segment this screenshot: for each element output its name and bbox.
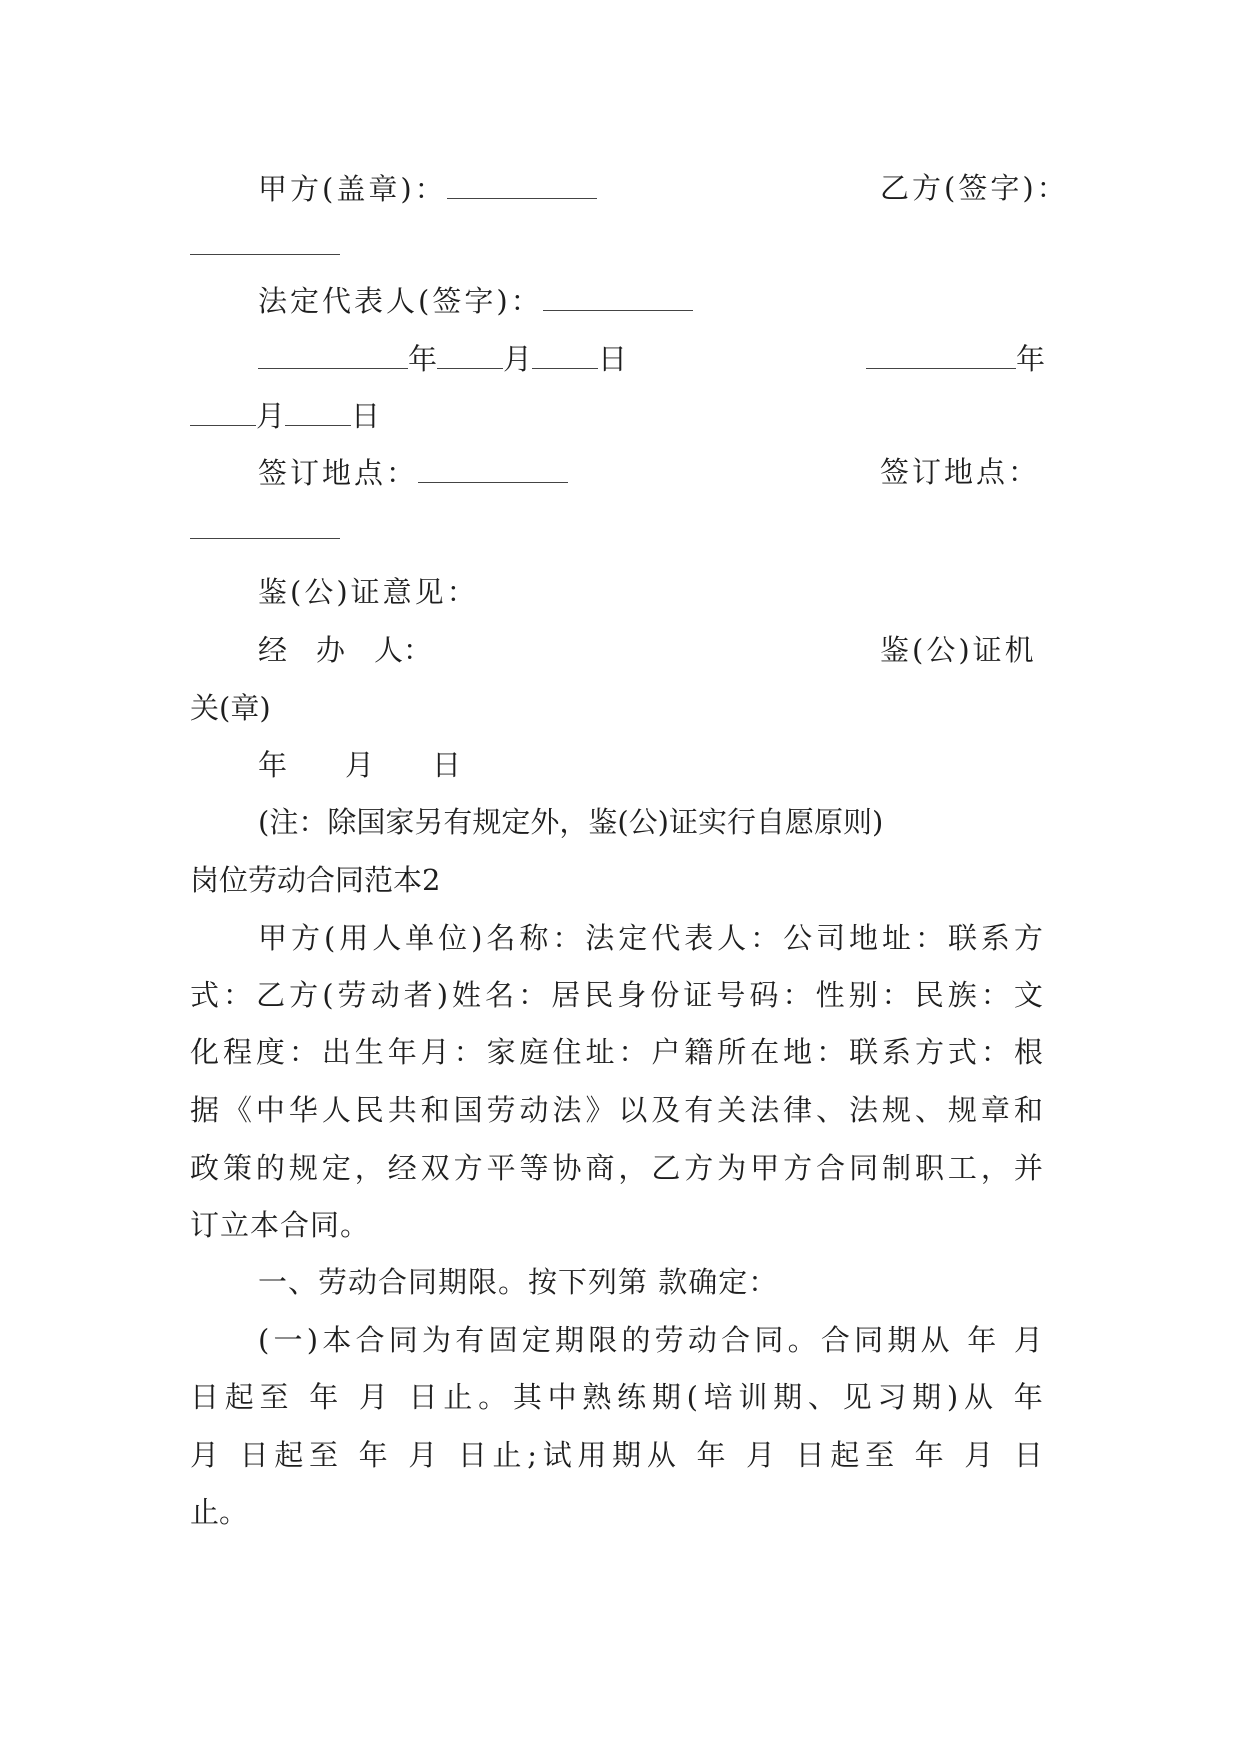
handler-label: 经 办 人： bbox=[258, 633, 433, 667]
month-label-b: 月 bbox=[256, 399, 286, 433]
para1-line: 化 程 度 ： 出 生 年 月 ： 家 庭 住 址 ： 户 籍 所 在 地 ： 联 系 方 式 ： 根 bbox=[190, 1035, 1043, 1069]
sign-place-a-label: 签订地点： bbox=[258, 456, 419, 490]
clause1-line: ( 一 ) 本 合 同 为 有 固 定 期 限 的 劳 动 合 同 。 合 同 期 从 年 月 bbox=[258, 1323, 1043, 1357]
day-label: 日 bbox=[598, 342, 628, 376]
month-blank-b bbox=[190, 395, 256, 426]
date-line-a bbox=[258, 338, 627, 379]
sign-place-b-blank bbox=[190, 508, 340, 539]
day-label-b: 日 bbox=[351, 399, 381, 433]
party-b-sign-blank-line bbox=[190, 224, 340, 265]
legal-rep-blank bbox=[543, 280, 693, 311]
para1-line: 政 策 的 规 定 ， 经 双 方 平 等 协 商 ， 乙 方 为 甲 方 合 同 制 职 工 ， 并 bbox=[190, 1151, 1043, 1185]
section-title: 岗位劳动合同范本2 bbox=[190, 863, 441, 897]
date-line-b-cont bbox=[190, 395, 380, 436]
para1-line-last: 订立本合同。 bbox=[190, 1208, 371, 1242]
notary-office-1: 鉴(公)证机 bbox=[880, 633, 1037, 667]
legal-rep-label: 法定代表人(签字)： bbox=[258, 284, 543, 318]
year-blank-b bbox=[866, 338, 1016, 369]
sign-place-b-blank-line bbox=[190, 508, 340, 549]
party-b-sign-label: 乙方(签字)： bbox=[880, 171, 1069, 205]
clause1-line-last: 止。 bbox=[190, 1495, 249, 1529]
para1-line: 甲 方 ( 用 人 单 位 ) 名 称 ： 法 定 代 表 人 ： 公 司 地 址 ： 联 系 方 bbox=[258, 921, 1043, 955]
clause1-title: 一、劳动合同期限。按下列第 款确定： bbox=[258, 1265, 779, 1299]
legal-rep-line bbox=[258, 280, 693, 321]
party-a-seal-line bbox=[258, 168, 597, 209]
note-line: (注：除国家另有规定外，鉴(公)证实行自愿原则) bbox=[258, 805, 884, 839]
notary-opinion: 鉴(公)证意见： bbox=[258, 575, 479, 609]
clause1-line: 月 日 起 至 年 月 日 止 ; 试 用 期 从 年 月 日 起 至 年 月 日 bbox=[190, 1438, 1043, 1472]
sign-place-b-label: 签订地点： bbox=[880, 455, 1041, 489]
year-label-b: 年 bbox=[1016, 342, 1046, 376]
party-a-seal-label: 甲方(盖章)： bbox=[258, 172, 447, 206]
para1-line: 据 《 中 华 人 民 共 和 国 劳 动 法 》 以 及 有 关 法 律 、 法 规 、 规 章 和 bbox=[190, 1093, 1043, 1127]
month-blank bbox=[437, 338, 503, 369]
party-a-seal-blank bbox=[447, 168, 597, 199]
sign-place-a-blank bbox=[418, 452, 568, 483]
day-blank bbox=[532, 338, 598, 369]
date-line-b bbox=[866, 338, 1045, 379]
para1-line: 式 ： 乙 方 ( 劳 动 者 ) 姓 名 ： 居 民 身 份 证 号 码 ： 性 别 ： 民 族 ： 文 bbox=[190, 978, 1043, 1012]
year-blank bbox=[258, 338, 408, 369]
year-label: 年 bbox=[408, 342, 438, 376]
notary-office-2: 关(章) bbox=[190, 691, 271, 725]
month-label: 月 bbox=[503, 342, 533, 376]
sign-place-a-line bbox=[258, 452, 568, 493]
day-blank-b bbox=[285, 395, 351, 426]
notary-date: 年 月 日 bbox=[258, 748, 462, 782]
party-b-sign-blank bbox=[190, 224, 340, 255]
clause1-line: 日 起 至 年 月 日 止 。 其 中 熟 练 期 ( 培 训 期 、 见 习 期 ) 从 年 bbox=[190, 1380, 1043, 1414]
